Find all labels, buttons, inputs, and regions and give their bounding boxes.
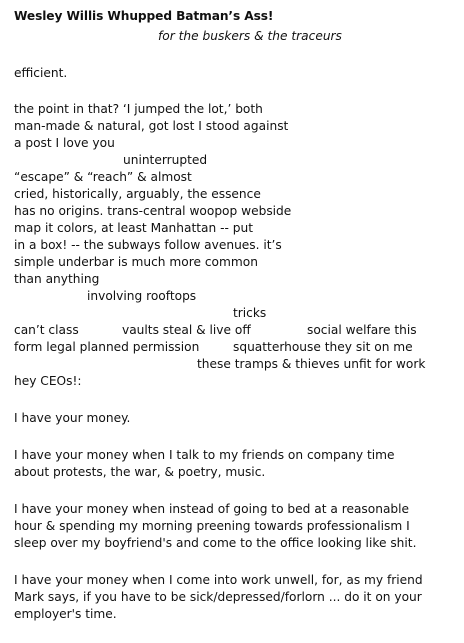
poem-line: vaults steal & live off [122,323,251,337]
poem-line: “escape” & “reach” & almost [14,170,192,184]
poem-line: hour & spending my morning preening towards professionalism I [14,519,410,533]
poem-line: uninterrupted [123,153,208,167]
poem-line: man-made & natural, got lost I stood against [14,119,289,133]
poem-line: than anything [14,272,100,286]
poem-line: squatterhouse they sit on me [233,340,413,354]
poem-line: has no origins. trans-central woopop webside [14,204,292,218]
poem-line: Mark says, if you have to be sick/depressed/forlorn ... do it on your [14,590,422,604]
poem-line: form legal planned permission [14,340,200,354]
poem-line: simple underbar is much more common [14,255,258,269]
poem-line: hey CEOs!: [14,374,82,388]
poem-line: map it colors, at least Manhattan -- put [14,221,254,235]
poem-line: a post I love you [14,136,115,150]
poem-line: these tramps & thieves unfit for work [197,357,426,371]
poem-line: about protests, the war, & poetry, music. [14,465,266,479]
poem-line: I have your money. [14,411,131,425]
poem-line: sleep over my boyfriend's and come to the office looking like shit. [14,536,417,550]
poem-dedication: for the buskers & the traceurs [158,29,342,43]
poem-line: tricks [233,306,267,320]
poem-line: involving rooftops [87,289,197,303]
poem-line: social welfare this [307,323,417,337]
poem-line: employer's time. [14,607,117,621]
poem-line: can’t class [14,323,79,337]
poem-line: I have your money when I come into work unwell, for, as my friend [14,573,423,587]
poem-line: I have your money when I talk to my friends on company time [14,448,395,462]
poem-line: I have your money when instead of going to bed at a reasonable [14,502,410,516]
poem-line: efficient. [14,66,68,80]
poem-line: the point in that? ‘I jumped the lot,’ both [14,102,263,116]
poem-line: cried, historically, arguably, the essence [14,187,261,201]
poem-line: in a box! -- the subways follow avenues. it’s [14,238,282,252]
poem-title: Wesley Willis Whupped Batman’s Ass! [14,9,274,23]
